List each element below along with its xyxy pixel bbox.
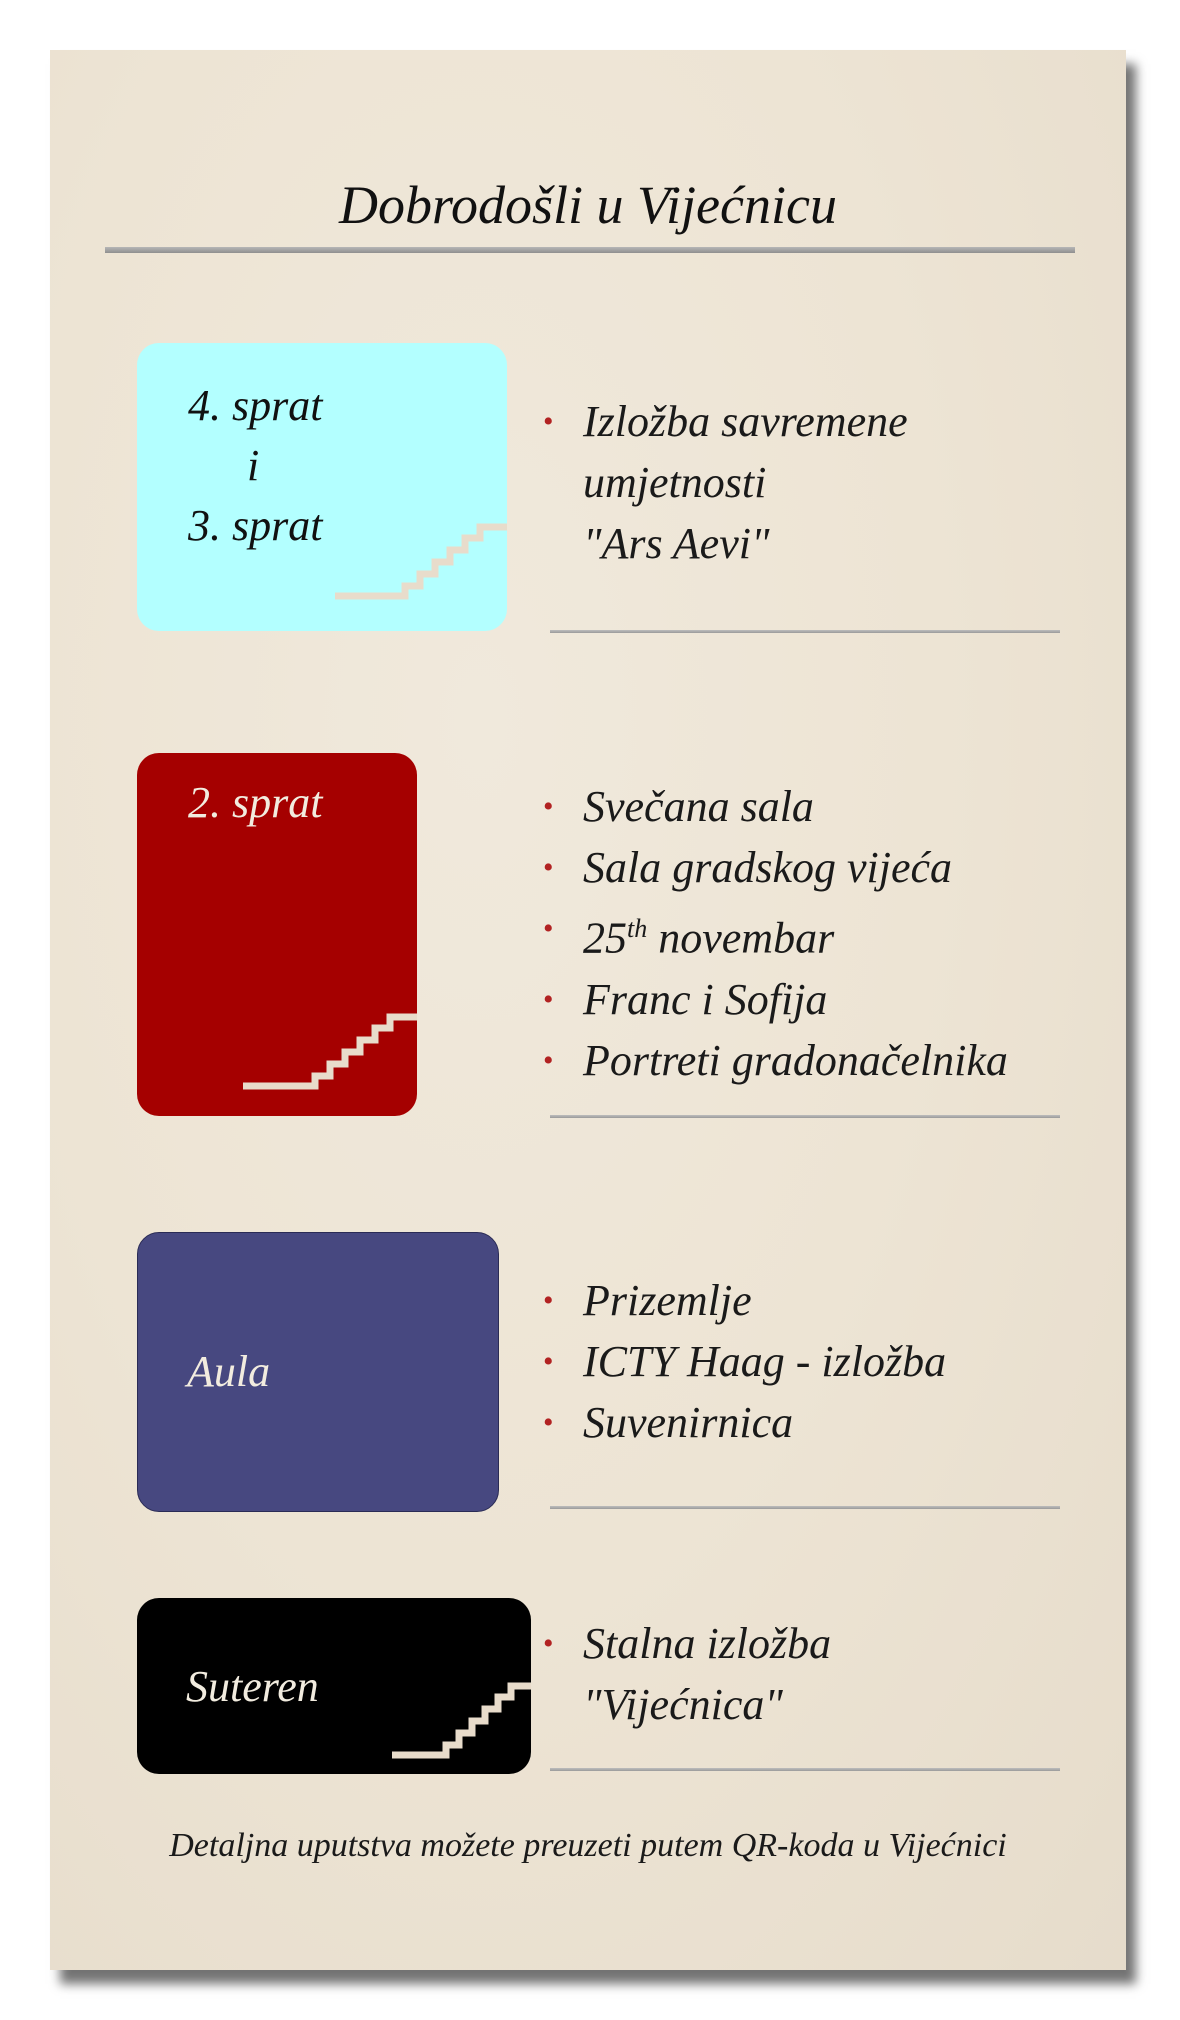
floor-label-2: 2. sprat [188,778,323,827]
section-divider [550,1768,1060,1771]
floor-label-suteren: Suteren [186,1662,319,1711]
stairs-icon [335,521,507,601]
list-item: • Sala gradskog vijeća [543,837,1008,898]
list-item: umjetnosti [583,458,767,507]
list-item: "Ars Aevi" [583,519,770,568]
floor-suteren-items [543,1613,831,1735]
floor-label-aula: Aula [187,1347,271,1396]
floor-box-4-3 [137,343,507,631]
stairs-icon [392,1680,531,1760]
section-divider [550,1115,1060,1118]
bullet-icon: • [543,790,554,823]
bullet-icon: • [543,1627,554,1660]
footer-note: Detaljna uputstva možete preuzeti putem QR-koda u Vijećnici [169,1827,1007,1864]
list-item: • ICTY Haag - izložba [543,1331,946,1392]
floor-label-3: 3. sprat [188,501,323,550]
page-title: Dobrodošli u Vijećnicu [339,175,837,235]
list-item: • Izložba savremene [543,391,908,452]
list-item: • Prizemlje [543,1270,946,1331]
stairs-icon [243,1011,417,1091]
welcome-card [50,50,1126,1970]
floor-box-2 [137,753,417,1116]
floor-label-4: 4. sprat [188,381,323,430]
floor-2-items [543,776,1008,1091]
bullet-icon: • [543,1406,554,1439]
list-item: • Svečana sala [543,776,1008,837]
list-item: • Franc i Sofija [543,969,1008,1030]
floor-aula-items [543,1270,946,1453]
list-item: • Stalna izložba [543,1613,831,1674]
bullet-icon: • [543,1345,554,1378]
bullet-icon: • [543,982,554,1016]
bullet-icon: • [543,851,554,884]
floor-4-3-items [543,391,908,574]
bullet-icon: • [543,405,554,438]
bullet-icon: • [543,1284,554,1317]
bullet-icon: • [543,912,554,945]
list-item: • 25th novembar [543,898,1008,969]
title-divider [105,247,1075,253]
list-item: • Portreti gradonačelnika [543,1030,1008,1091]
section-divider [550,1506,1060,1509]
list-item: • Suvenirnica [543,1392,946,1453]
floor-box-aula [137,1232,499,1512]
list-item: "Vijećnica" [583,1680,783,1729]
bullet-icon: • [543,1043,554,1077]
section-divider [550,630,1060,633]
floor-label-and: i [247,441,260,490]
floor-box-suteren [137,1598,531,1774]
